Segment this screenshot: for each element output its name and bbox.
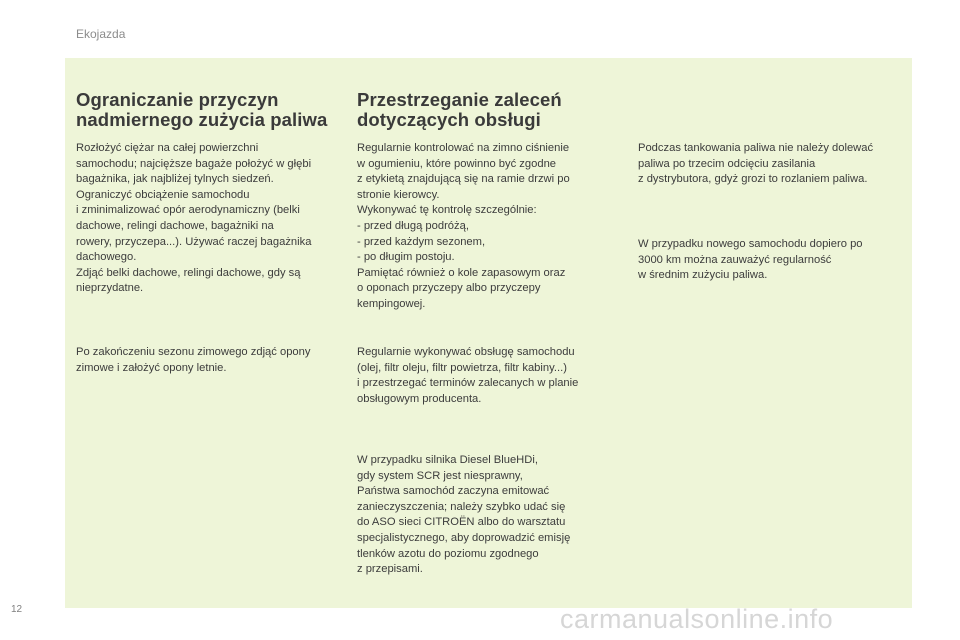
paragraph-winter-tyres: Po zakończeniu sezonu zimowego zdjąć opony zimowe i założyć opony letnie. [76,346,311,374]
heading-line-1: Ograniczanie przyczyn [76,89,279,110]
paragraph-load-tips: Rozłożyć ciężar na całej powierzchni samochodu; najcięższe bagaże położyć w głębi bagażnika, jak najbliżej tylnych siedzeń. Ograniczyć obciążenie samochodu i zminimalizować opór aerodynamiczny (belki dachowe, relingi dachowe, bagażniki na rowery, przyczepa...). Używać raczej bagażnika dachowego. Zdjąć belki dachowe, relingi dachowe, gdy są nieprzydatne. [76,142,312,295]
heading-line-1: Przestrzeganie zaleceń [357,89,562,110]
column-fuel-consumption [76,90,346,130]
paragraph-servicing: Regularnie wykonywać obsługę samochodu (olej, filtr oleju, filtr powietrza, filtr kabiny...) i przestrzegać terminów zalecanych w planie obsługowym producenta. [357,346,579,405]
paragraph-bluehdi-scr: W przypadku silnika Diesel BlueHDi, gdy system SCR jest niesprawny, Państwa samochód zaczyna emitować zanieczyszczenia; należy szybko udać się do ASO sieci CITROËN albo do warsztatu specjalistycznego, aby doprowadzić emisję tlenków azotu do poziomu zgodnego z przepisami. [357,454,571,576]
paragraph-tyre-pressure: Regularnie kontrolować na zimno ciśnienie w ogumieniu, które powinno być zgodne z etykietą znajdującą się na ramie drzwi po stronie kierowcy. Wykonywać tę kontrolę szczególnie: - przed długą podróżą, - przed każdym sezonem, - po długim postoju. Pamiętać również o kole zapasowym oraz o oponach przyczepy albo przyczepy kempingowej. [357,142,570,310]
heading-fuel-consumption [76,90,346,130]
paragraph-refuelling: Podczas tankowania paliwa nie należy dolewać paliwa po trzecim odcięciu zasilania z dystrybutora, gdyż grozi to rozlaniem paliwa. [638,142,874,186]
paragraph-new-vehicle: W przypadku nowego samochodu dopiero po 3000 km można zauważyć regularność w średnim zużyciu paliwa. [638,238,863,282]
heading-maintenance [357,90,612,130]
heading-line-2: nadmiernego zużycia paliwa [76,109,328,130]
section-header: Ekojazda [76,27,126,41]
watermark: carmanualsonline.info [560,604,834,634]
page-number: 12 [11,604,23,615]
column-maintenance [357,90,612,130]
heading-line-2: dotyczących obsługi [357,109,541,130]
